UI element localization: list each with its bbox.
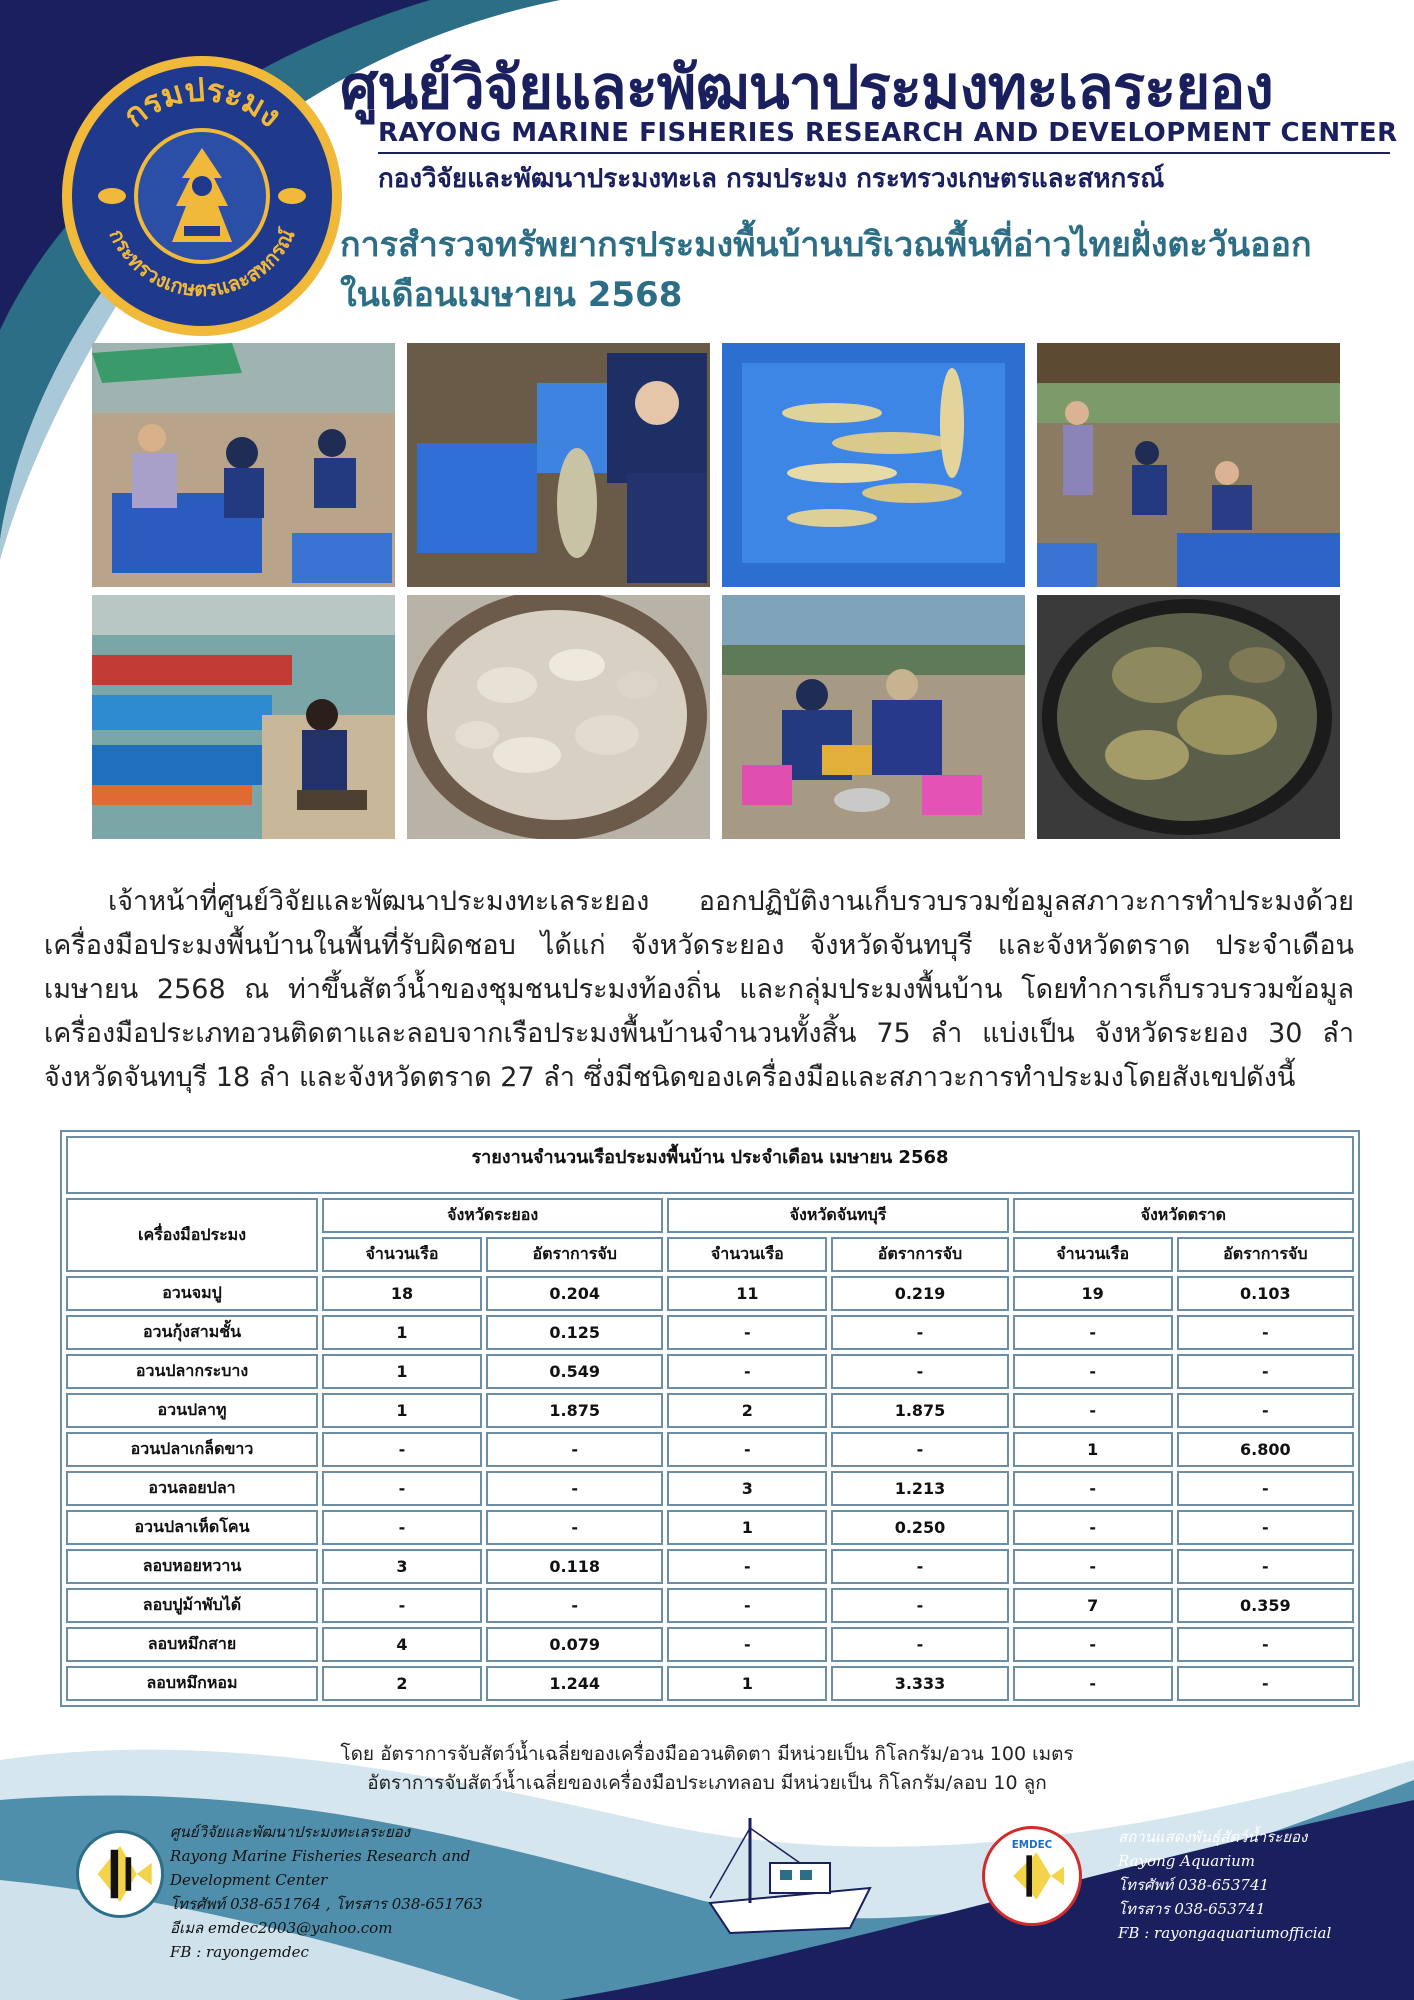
boat-count-cell: - — [1013, 1549, 1173, 1584]
boat-count-cell: - — [667, 1549, 827, 1584]
boat-count-cell: 1 — [1013, 1432, 1173, 1467]
svg-text:กรมประมง — [116, 71, 289, 135]
gear-name-cell: ลอบหอยหวาน — [66, 1549, 318, 1584]
footnote-line-1: โดย อัตราการจับสัตว์น้ำเฉลี่ยของเครื่องมืออวนติดตา มีหน่วยเป็น กิโลกรัม/อวน 100 เมตร — [340, 1743, 1074, 1765]
title-divider — [378, 152, 1390, 154]
center-facebook: FB : rayongemdec — [170, 1943, 309, 1961]
catch-rate-cell: - — [1177, 1510, 1354, 1545]
subheader-rate: อัตราการจับ — [486, 1237, 663, 1272]
photo-boats-pier — [92, 595, 395, 839]
table-row — [66, 1627, 1354, 1662]
boat-count-cell: - — [322, 1588, 482, 1623]
angelfish-icon — [79, 1833, 161, 1915]
catch-rate-footnote — [0, 1740, 1414, 1798]
catch-rate-cell: 0.359 — [1177, 1588, 1354, 1623]
gear-name-cell: ลอบหมึกหอม — [66, 1666, 318, 1701]
boat-count-cell: 1 — [322, 1354, 482, 1389]
subtitle-line-2: ในเดือนเมษายน 2568 — [340, 275, 683, 315]
catch-rate-cell: 0.219 — [831, 1276, 1008, 1311]
aquarium-logo-text: EMDEC — [1011, 1838, 1053, 1851]
boat-count-cell: - — [1013, 1510, 1173, 1545]
boat-count-cell: 3 — [322, 1549, 482, 1584]
table-row — [66, 1510, 1354, 1545]
gear-name-cell: อวนปลากระบาง — [66, 1354, 318, 1389]
table-rows — [66, 1276, 1354, 1701]
table-row — [66, 1276, 1354, 1311]
catch-rate-cell: - — [1177, 1393, 1354, 1428]
center-contact — [170, 1820, 483, 1964]
catch-rate-cell: 6.800 — [1177, 1432, 1354, 1467]
center-name-english-2: Development Center — [170, 1871, 328, 1889]
photo-weighing-catch — [722, 595, 1025, 839]
aquarium-name-english: Rayong Aquarium — [1118, 1852, 1256, 1870]
gear-header: เครื่องมือประมง — [66, 1198, 318, 1272]
catch-rate-cell: - — [831, 1354, 1008, 1389]
catch-rate-cell: 1.875 — [831, 1393, 1008, 1428]
center-logo — [76, 1830, 164, 1918]
catch-rate-cell: - — [831, 1627, 1008, 1662]
boat-count-cell: 7 — [1013, 1588, 1173, 1623]
catch-rate-cell: - — [831, 1432, 1008, 1467]
aquarium-facebook: FB : rayongaquariumofficial — [1118, 1924, 1332, 1942]
boat-count-cell: 18 — [322, 1276, 482, 1311]
boat-count-cell: 1 — [322, 1315, 482, 1350]
table-row — [66, 1588, 1354, 1623]
boat-count-cell: - — [322, 1510, 482, 1545]
boat-count-cell: - — [1013, 1393, 1173, 1428]
catch-rate-cell: - — [1177, 1354, 1354, 1389]
report-subtitle — [340, 220, 1312, 320]
boat-count-cell: - — [322, 1432, 482, 1467]
catch-rate-cell: 0.204 — [486, 1276, 663, 1311]
catch-rate-cell: 0.103 — [1177, 1276, 1354, 1311]
boat-count-cell: 19 — [1013, 1276, 1173, 1311]
catch-rate-cell: - — [486, 1588, 663, 1623]
department-line: กองวิจัยและพัฒนาประมงทะเล กรมประมง กระทรวงเกษตรและสหกรณ์ — [378, 164, 1165, 194]
photo-market-survey — [92, 343, 395, 587]
table-row — [66, 1393, 1354, 1428]
boat-count-cell: - — [1013, 1666, 1173, 1701]
center-title-english: RAYONG MARINE FISHERIES RESEARCH AND DEVELOPMENT CENTER — [378, 118, 1398, 148]
subheader-boats: จำนวนเรือ — [322, 1237, 482, 1272]
boat-report-table — [60, 1130, 1360, 1707]
catch-rate-cell: 1.244 — [486, 1666, 663, 1701]
subtitle-line-1: การสำรวจทรัพยากรประมงพื้นบ้านบริเวณพื้นที่อ่าวไทยฝั่งตะวันออก — [340, 225, 1312, 265]
center-name-english-1: Rayong Marine Fisheries Research and — [170, 1847, 471, 1865]
center-email: อีเมล emdec2003@yahoo.com — [170, 1919, 393, 1937]
catch-rate-cell: - — [486, 1510, 663, 1545]
center-name-thai: ศูนย์วิจัยและพัฒนาประมงทะเลระยอง — [170, 1823, 410, 1841]
boat-count-cell: - — [1013, 1471, 1173, 1506]
catch-rate-cell: 0.079 — [486, 1627, 663, 1662]
table-row — [66, 1666, 1354, 1701]
photo-landing-site — [1037, 343, 1340, 587]
department-seal — [62, 56, 342, 336]
catch-rate-cell: - — [486, 1471, 663, 1506]
photo-fish-measuring — [407, 343, 710, 587]
catch-rate-cell: - — [831, 1549, 1008, 1584]
aquarium-name-thai: สถานแสดงพันธุ์สัตว์น้ำระยอง — [1118, 1828, 1308, 1846]
catch-rate-cell: - — [831, 1588, 1008, 1623]
table-row — [66, 1354, 1354, 1389]
gear-name-cell: อวนจมปู — [66, 1276, 318, 1311]
gear-name-cell: อวนปลาเห็ดโคน — [66, 1510, 318, 1545]
footnote-line-2: อัตราการจับสัตว์น้ำเฉลี่ยของเครื่องมือประเภทลอบ มีหน่วยเป็น กิโลกรัม/ลอบ 10 ลูก — [367, 1772, 1047, 1794]
catch-rate-cell: - — [486, 1432, 663, 1467]
boat-count-cell: 2 — [322, 1666, 482, 1701]
report-paragraph: เจ้าหน้าที่ศูนย์วิจัยและพัฒนาประมงทะเลระยอง ออกปฏิบัติงานเก็บรวบรวมข้อมูลสภาวะการทำประมงด้วยเครื่องมือประมงพื้นบ้านในพื้นที่รับผิดชอบ ได้แก่ จังหวัดระยอง จังหวัดจันทบุรี และจังหวัดตราด ประจำเดือนเมษายน 2568 ณ ท่าขึ้นสัตว์น้ำของชุมชนประมงท้องถิ่น และกลุ่มประมงพื้นบ้าน โดยทำการเก็บรวบรวมข้อมูลเครื่องมือประเภทอวนติดตาและลอบจากเรือประมงพื้นบ้านจำนวนทั้งสิ้น 75 ลำ แบ่งเป็น จังหวัดระยอง 30 ลำ จังหวัดจันทบุรี 18 ลำ และจังหวัดตราด 27 ลำ ซึ่งมีชนิดของเครื่องมือและสภาวะการทำประมงโดยสังเขปดังนี้ — [44, 886, 1354, 1093]
subheader-rate: อัตราการจับ — [831, 1237, 1008, 1272]
fishing-boat-icon — [690, 1808, 890, 1958]
boat-count-cell: - — [1013, 1354, 1173, 1389]
catch-rate-cell: - — [1177, 1549, 1354, 1584]
boat-count-cell: - — [667, 1588, 827, 1623]
boat-count-cell: 4 — [322, 1627, 482, 1662]
catch-rate-cell: - — [831, 1315, 1008, 1350]
catch-rate-cell: - — [1177, 1627, 1354, 1662]
table-caption: รายงานจำนวนเรือประมงพื้นบ้าน ประจำเดือน เมษายน 2568 — [66, 1136, 1354, 1194]
boat-count-cell: 3 — [667, 1471, 827, 1506]
photo-fish-basket — [722, 343, 1025, 587]
catch-rate-cell: 0.125 — [486, 1315, 663, 1350]
catch-rate-cell: 1.213 — [831, 1471, 1008, 1506]
table-row — [66, 1432, 1354, 1467]
catch-rate-cell: - — [1177, 1315, 1354, 1350]
province-header-chanthaburi: จังหวัดจันทบุรี — [667, 1198, 1008, 1233]
photo-squid-bowl — [407, 595, 710, 839]
catch-rate-cell: 3.333 — [831, 1666, 1008, 1701]
seal-text-bottom: กระทรวงเกษตรและสหกรณ์ — [104, 224, 300, 302]
catch-rate-cell: 0.118 — [486, 1549, 663, 1584]
gear-name-cell: ลอบปูม้าพับได้ — [66, 1588, 318, 1623]
boat-count-cell: 11 — [667, 1276, 827, 1311]
seal-emblem-icon — [72, 66, 332, 326]
gear-name-cell: อวนกุ้งสามชั้น — [66, 1315, 318, 1350]
aquarium-phone: โทรศัพท์ 038-653741 — [1118, 1876, 1270, 1894]
subheader-boats: จำนวนเรือ — [1013, 1237, 1173, 1272]
province-header-rayong: จังหวัดระยอง — [322, 1198, 663, 1233]
boat-count-cell: - — [667, 1627, 827, 1662]
aquarium-fish-icon — [985, 1829, 1079, 1923]
boat-count-cell: 1 — [667, 1510, 827, 1545]
seal-text-top: กรมประมง — [115, 70, 289, 135]
boat-count-cell: - — [322, 1471, 482, 1506]
boat-count-cell: - — [667, 1354, 827, 1389]
province-header-trat: จังหวัดตราด — [1013, 1198, 1354, 1233]
center-phone: โทรศัพท์ 038-651764 , โทรสาร 038-651763 — [170, 1895, 483, 1913]
boat-count-cell: - — [1013, 1315, 1173, 1350]
gear-name-cell: ลอบหมึกสาย — [66, 1627, 318, 1662]
subheader-rate: อัตราการจับ — [1177, 1237, 1354, 1272]
subheader-boats: จำนวนเรือ — [667, 1237, 827, 1272]
table-row — [66, 1471, 1354, 1506]
catch-rate-cell: 1.875 — [486, 1393, 663, 1428]
boat-count-cell: 1 — [667, 1666, 827, 1701]
catch-rate-cell: 0.250 — [831, 1510, 1008, 1545]
aquarium-contact — [1118, 1825, 1331, 1945]
boat-count-cell: 1 — [322, 1393, 482, 1428]
aquarium-fax: โทรสาร 038-653741 — [1118, 1900, 1266, 1918]
catch-rate-cell: - — [1177, 1471, 1354, 1506]
gear-name-cell: อวนลอยปลา — [66, 1471, 318, 1506]
photo-grid — [92, 343, 1340, 839]
table-row — [66, 1315, 1354, 1350]
boat-count-cell: - — [667, 1315, 827, 1350]
gear-name-cell: อวนปลาทู — [66, 1393, 318, 1428]
photo-crabs-basin — [1037, 595, 1340, 839]
boat-count-cell: - — [1013, 1627, 1173, 1662]
boat-count-cell: 2 — [667, 1393, 827, 1428]
table-row — [66, 1549, 1354, 1584]
catch-rate-cell: 0.549 — [486, 1354, 663, 1389]
catch-rate-cell: - — [1177, 1666, 1354, 1701]
aquarium-logo — [982, 1826, 1082, 1926]
center-title-thai: ศูนย์วิจัยและพัฒนาประมงทะเลระยอง — [340, 53, 1273, 123]
boat-count-cell: - — [667, 1432, 827, 1467]
gear-name-cell: อวนปลาเกล็ดขาว — [66, 1432, 318, 1467]
